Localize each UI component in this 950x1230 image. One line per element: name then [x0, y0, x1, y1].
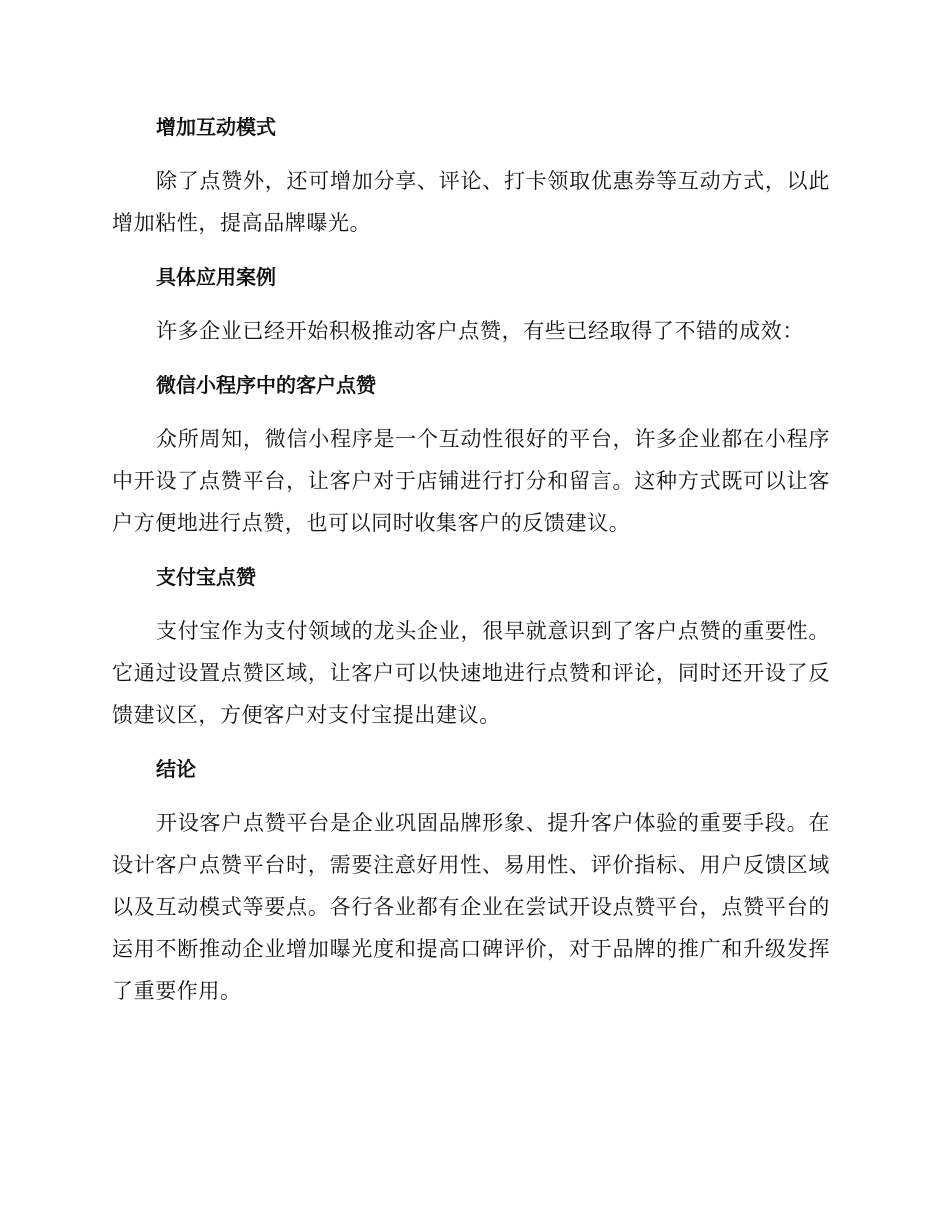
section-paragraph-conclusion: 开设客户点赞平台是企业巩固品牌形象、提升客户体验的重要手段。在设计客户点赞平台时，需要注意好用性、易用性、评价指标、用户反馈区域以及互动模式等要点。各行各业都有企业在尝试开设点赞平台，点赞平台的运用不断推动企业增加曝光度和提高口碑评价，对于品牌的推广和升级发挥了重要作用。 [112, 811, 830, 1003]
section-paragraph-wechat: 众所周知，微信小程序是一个互动性很好的平台，许多企业都在小程序中开设了点赞平台，让客户对于店铺进行打分和留言。这种方式既可以让客户方便地进行点赞，也可以同时收集客户的反馈建议。 [112, 427, 830, 535]
section-paragraph-alipay: 支付宝作为支付领域的龙头企业，很早就意识到了客户点赞的重要性。它通过设置点赞区域，让客户可以快速地进行点赞和评论，同时还开设了反馈建议区，方便客户对支付宝提出建议。 [112, 619, 830, 727]
section-heading-use-cases: 具体应用案例 [156, 265, 276, 289]
section-heading-interaction-mode: 增加互动模式 [156, 115, 276, 139]
section-heading-conclusion: 结论 [156, 757, 196, 781]
section-paragraph-use-cases: 许多企业已经开始积极推动客户点赞，有些已经取得了不错的成效： [156, 319, 804, 343]
section-heading-alipay: 支付宝点赞 [156, 565, 256, 589]
section-heading-wechat: 微信小程序中的客户点赞 [156, 373, 376, 397]
section-paragraph-interaction-mode: 除了点赞外，还可增加分享、评论、打卡领取优惠券等互动方式，以此增加粘性，提高品牌曝光。 [112, 169, 830, 235]
document-body [112, 106, 830, 1012]
